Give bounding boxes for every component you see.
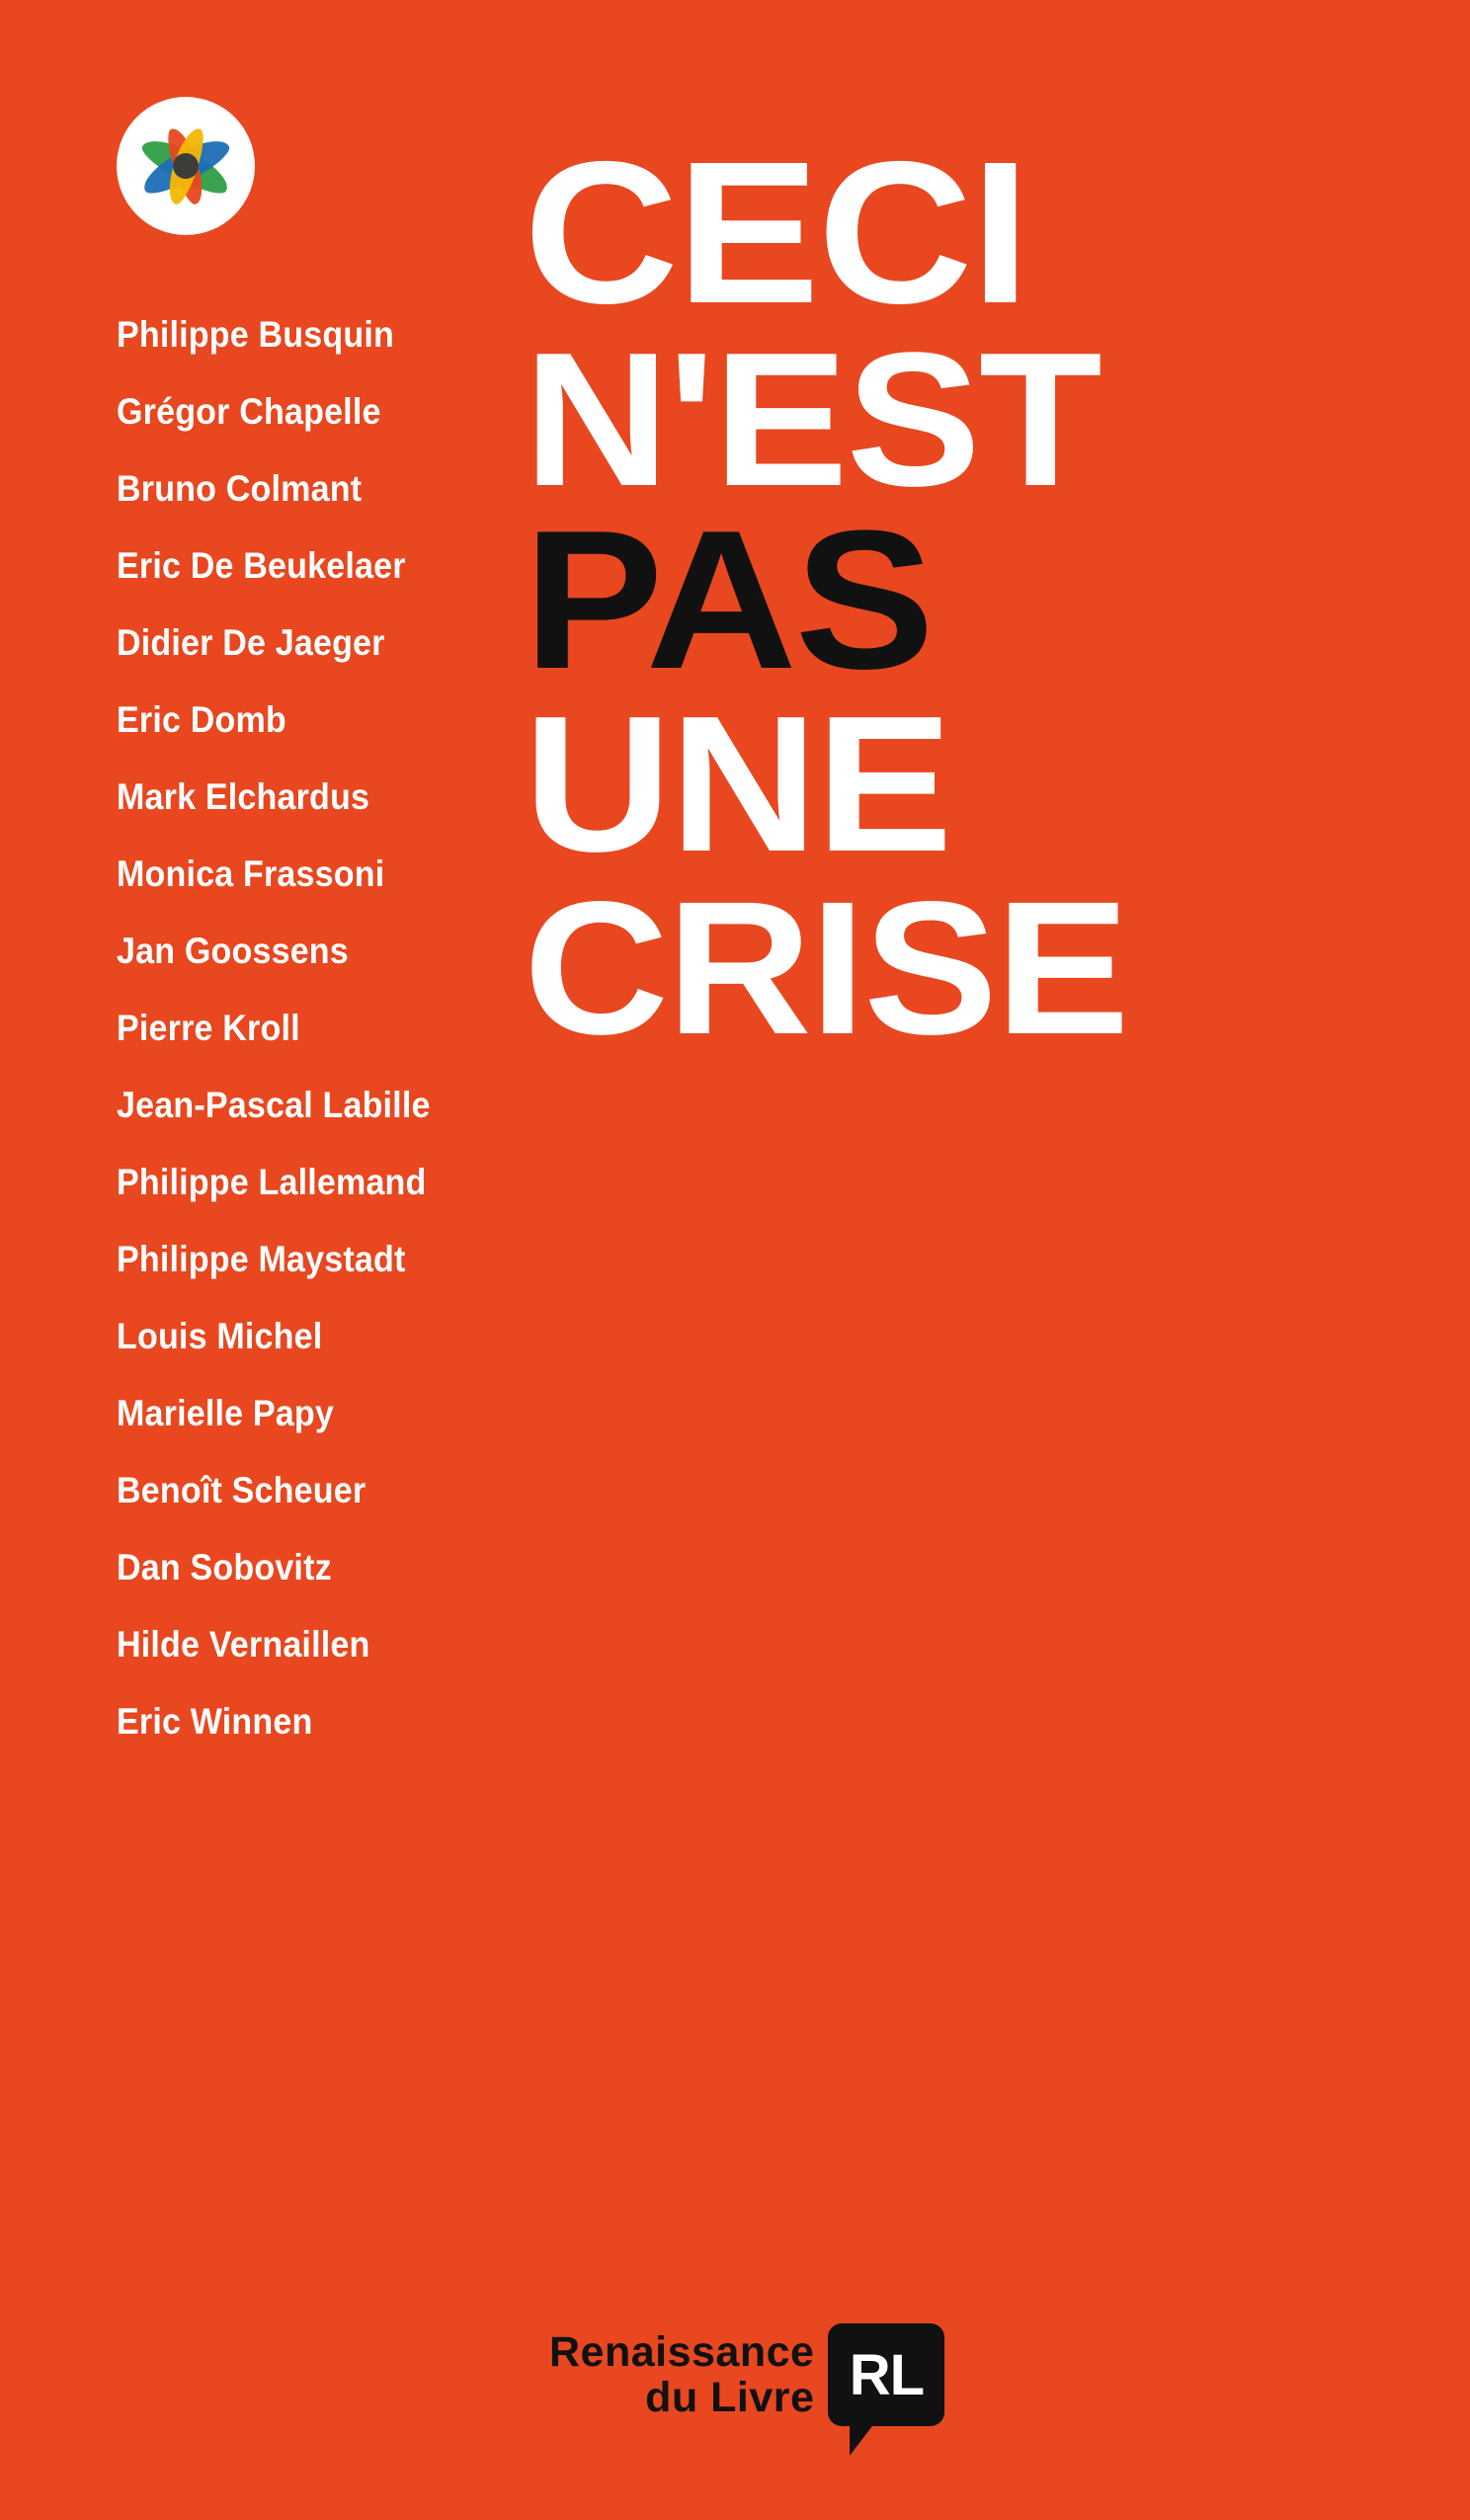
bubble-tail	[850, 2422, 889, 2456]
publisher-name	[549, 2329, 814, 2420]
list-item: Jan Goossens	[117, 931, 349, 971]
list-item: Didier De Jaeger	[117, 622, 385, 663]
list-item: Philippe Busquin	[117, 314, 394, 355]
title-line-1: CECI	[524, 120, 1028, 346]
title-line-4: UNE	[524, 676, 951, 892]
publisher-monogram: RL	[849, 2342, 925, 2407]
title-line-3: PAS	[524, 490, 933, 710]
list-item: Bruno Colmant	[117, 468, 363, 509]
contributor-list	[117, 296, 541, 1760]
publisher-logo	[549, 2323, 944, 2426]
pinwheel-emblem-icon	[117, 97, 255, 235]
list-item: Eric Winnen	[117, 1701, 313, 1742]
list-item: Louis Michel	[117, 1316, 323, 1356]
list-item: Jean-Pascal Labille	[117, 1085, 431, 1125]
publisher-name-line2: du Livre	[645, 2374, 815, 2421]
title-line-5: CRISE	[524, 861, 1128, 1074]
title-line-2: N'EST	[524, 312, 1101, 526]
list-item: Marielle Papy	[117, 1393, 334, 1433]
list-item: Mark Elchardus	[117, 776, 370, 817]
list-item: Hilde Vernaillen	[117, 1624, 370, 1665]
list-item: Benoît Scheuer	[117, 1470, 367, 1510]
list-item: Grégor Chapelle	[117, 391, 381, 432]
page-title	[524, 120, 1344, 1074]
list-item: Dan Sobovitz	[117, 1547, 332, 1587]
list-item: Eric De Beukelaer	[117, 545, 406, 586]
list-item: Philippe Maystadt	[117, 1239, 406, 1279]
speech-bubble-icon	[828, 2323, 944, 2426]
list-item: Pierre Kroll	[117, 1008, 300, 1048]
emblem-core	[173, 153, 199, 179]
publisher-name-line1: Renaissance	[549, 2328, 815, 2376]
list-item: Eric Domb	[117, 699, 286, 740]
list-item: Philippe Lallemand	[117, 1162, 427, 1202]
list-item: Monica Frassoni	[117, 854, 385, 894]
